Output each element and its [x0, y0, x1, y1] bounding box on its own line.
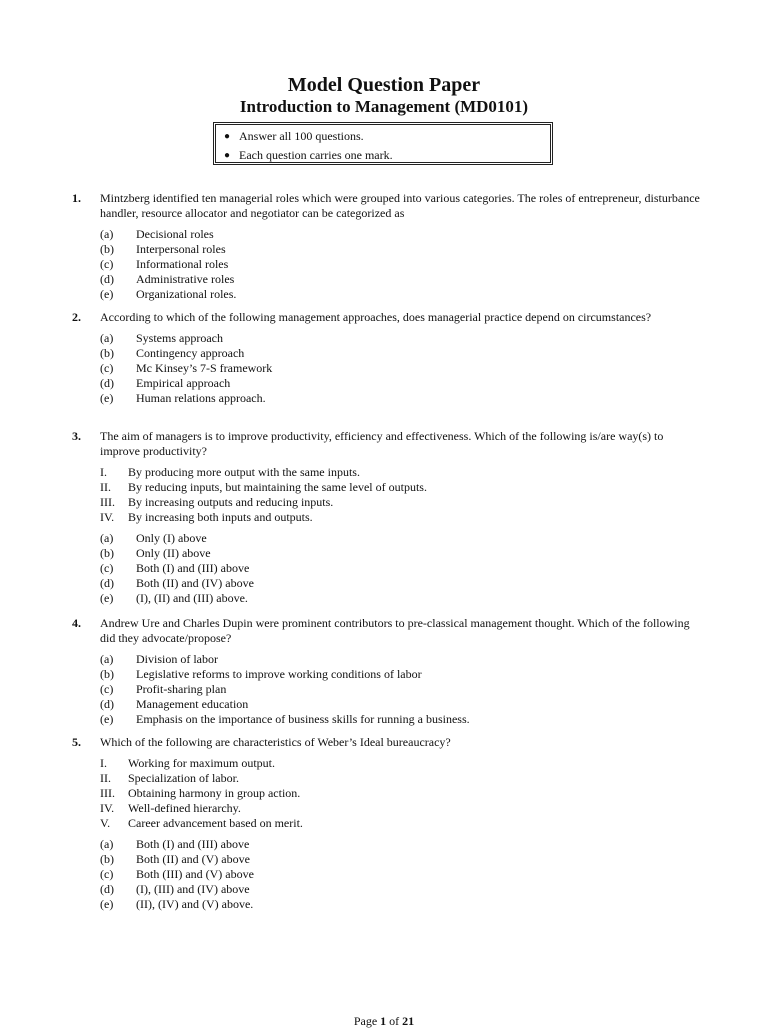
instruction-text: Each question carries one mark. [239, 148, 393, 162]
option-list [100, 331, 702, 406]
current-page-number: 1 [380, 1014, 387, 1028]
statement-item [100, 480, 702, 495]
option-label: (a) [100, 331, 114, 345]
question-number: 1. [72, 191, 81, 205]
option-label: (b) [100, 242, 114, 256]
question-text: Mintzberg identified ten managerial roles which were grouped into various categories. The roles of entrepreneur, disturbance handler, resource allocator and negotiator can be categorized as [100, 191, 700, 220]
statement-text: Specialization of labor. [128, 771, 239, 785]
option-label: (e) [100, 287, 114, 301]
option-label: (d) [100, 272, 114, 286]
option-text: Division of labor [136, 652, 218, 666]
option-label: (e) [100, 712, 114, 726]
page-subtitle: Introduction to Management (MD0101) [239, 97, 529, 116]
option-item [100, 837, 702, 852]
option-text: Decisional roles [136, 227, 214, 241]
question-4 [72, 616, 702, 727]
option-text: Only (II) above [136, 546, 211, 560]
option-label: (b) [100, 667, 114, 681]
statement-item [100, 771, 702, 786]
option-label: (d) [100, 697, 114, 711]
statement-numeral: IV. [100, 801, 115, 815]
option-text: Emphasis on the importance of business skills for running a business. [136, 712, 470, 726]
statement-list [100, 465, 702, 525]
option-item [100, 546, 702, 561]
option-item [100, 227, 702, 242]
option-text: Both (I) and (III) above [136, 561, 250, 575]
statement-text: Working for maximum output. [128, 756, 276, 770]
option-label: (d) [100, 576, 114, 590]
option-item [100, 897, 702, 912]
statement-item [100, 465, 702, 480]
option-text: Administrative roles [136, 272, 235, 286]
bullet-icon: ● [224, 131, 231, 142]
option-label: (c) [100, 257, 114, 271]
option-item [100, 561, 702, 576]
question-text: Andrew Ure and Charles Dupin were prominent contributors to pre-classical management thought. Which of the following did they advocate/propose? [100, 616, 690, 645]
option-text: (I), (III) and (IV) above [136, 882, 250, 896]
option-item [100, 867, 702, 882]
option-text: Contingency approach [136, 346, 245, 360]
option-item [100, 376, 702, 391]
instruction-item [224, 146, 544, 165]
option-text: (I), (II) and (III) above. [136, 591, 248, 605]
statement-list [100, 756, 702, 831]
option-item [100, 242, 702, 257]
question-2 [72, 310, 702, 406]
bullet-icon: ● [224, 150, 231, 161]
option-item [100, 531, 702, 546]
statement-numeral: V. [100, 816, 111, 830]
statement-numeral: III. [100, 786, 115, 800]
question-text: Which of the following are characteristics of Weber’s Ideal bureaucracy? [100, 735, 451, 749]
option-list [100, 837, 702, 912]
statement-text: By producing more output with the same inputs. [128, 465, 360, 479]
statement-text: Career advancement based on merit. [128, 816, 303, 830]
option-label: (a) [100, 227, 114, 241]
statement-numeral: II. [100, 771, 111, 785]
option-text: Empirical approach [136, 376, 231, 390]
statement-text: By reducing inputs, but maintaining the same level of outputs. [128, 480, 427, 494]
instructions-box [213, 122, 553, 165]
option-text: Informational roles [136, 257, 229, 271]
option-label: (c) [100, 561, 114, 575]
option-text: Legislative reforms to improve working conditions of labor [136, 667, 422, 681]
question-text: The aim of managers is to improve productivity, efficiency and effectiveness. Which of the following is/are way(s) to improve productivity? [100, 429, 664, 458]
statement-item [100, 786, 702, 801]
option-label: (b) [100, 346, 114, 360]
option-item [100, 682, 702, 697]
option-text: (II), (IV) and (V) above. [136, 897, 254, 911]
option-text: Both (III) and (V) above [136, 867, 254, 881]
statement-item [100, 495, 702, 510]
total-pages-number: 21 [402, 1014, 415, 1028]
statement-text: Well-defined hierarchy. [128, 801, 241, 815]
question-number: 3. [72, 429, 81, 443]
question-text: According to which of the following management approaches, does managerial practice depend on circumstances? [100, 310, 652, 324]
statement-item [100, 756, 702, 771]
option-label: (e) [100, 897, 114, 911]
question-number: 2. [72, 310, 81, 324]
option-text: Interpersonal roles [136, 242, 226, 256]
option-label: (c) [100, 682, 114, 696]
option-label: (a) [100, 652, 114, 666]
option-text: Organizational roles. [136, 287, 237, 301]
option-text: Both (II) and (IV) above [136, 576, 254, 590]
option-label: (e) [100, 591, 114, 605]
option-text: Both (II) and (V) above [136, 852, 250, 866]
option-list [100, 227, 702, 302]
option-text: Profit-sharing plan [136, 682, 227, 696]
option-label: (a) [100, 531, 114, 545]
option-item [100, 712, 702, 727]
option-text: Management education [136, 697, 249, 711]
statement-text: Obtaining harmony in group action. [128, 786, 301, 800]
option-item [100, 852, 702, 867]
option-text: Systems approach [136, 331, 223, 345]
statement-text: By increasing both inputs and outputs. [128, 510, 313, 524]
option-label: (d) [100, 376, 114, 390]
statement-numeral: I. [100, 465, 107, 479]
question-number: 5. [72, 735, 81, 749]
option-label: (b) [100, 546, 114, 560]
question-3 [72, 429, 702, 606]
option-item [100, 576, 702, 591]
option-label: (e) [100, 391, 114, 405]
option-list [100, 652, 702, 727]
option-item [100, 667, 702, 682]
option-item [100, 882, 702, 897]
page-label: Page [353, 1014, 381, 1028]
option-item [100, 591, 702, 606]
option-text: Both (I) and (III) above [136, 837, 250, 851]
option-item [100, 652, 702, 667]
option-label: (d) [100, 882, 114, 896]
option-label: (c) [100, 867, 114, 881]
statement-numeral: III. [100, 495, 115, 509]
statement-numeral: II. [100, 480, 111, 494]
statement-numeral: I. [100, 756, 107, 770]
option-label: (a) [100, 837, 114, 851]
page-footer [0, 1014, 768, 1028]
instruction-text: Answer all 100 questions. [239, 129, 364, 143]
option-item [100, 391, 702, 406]
statement-item [100, 816, 702, 831]
statement-numeral: IV. [100, 510, 115, 524]
option-text: Mc Kinsey’s 7-S framework [136, 361, 273, 375]
option-text: Only (I) above [136, 531, 207, 545]
option-list [100, 531, 702, 606]
option-label: (b) [100, 852, 114, 866]
statement-item [100, 801, 702, 816]
option-item [100, 257, 702, 272]
option-item [100, 272, 702, 287]
option-item [100, 697, 702, 712]
instruction-item [224, 127, 544, 146]
statement-text: By increasing outputs and reducing inputs. [128, 495, 334, 509]
question-number: 4. [72, 616, 81, 630]
page-title: Model Question Paper [287, 74, 481, 96]
option-item [100, 331, 702, 346]
option-item [100, 361, 702, 376]
question-1 [72, 191, 702, 302]
option-item [100, 287, 702, 302]
statement-item [100, 510, 702, 525]
option-item [100, 346, 702, 361]
page-of-label: of [386, 1014, 403, 1028]
option-text: Human relations approach. [136, 391, 266, 405]
question-5 [72, 735, 702, 912]
option-label: (c) [100, 361, 114, 375]
